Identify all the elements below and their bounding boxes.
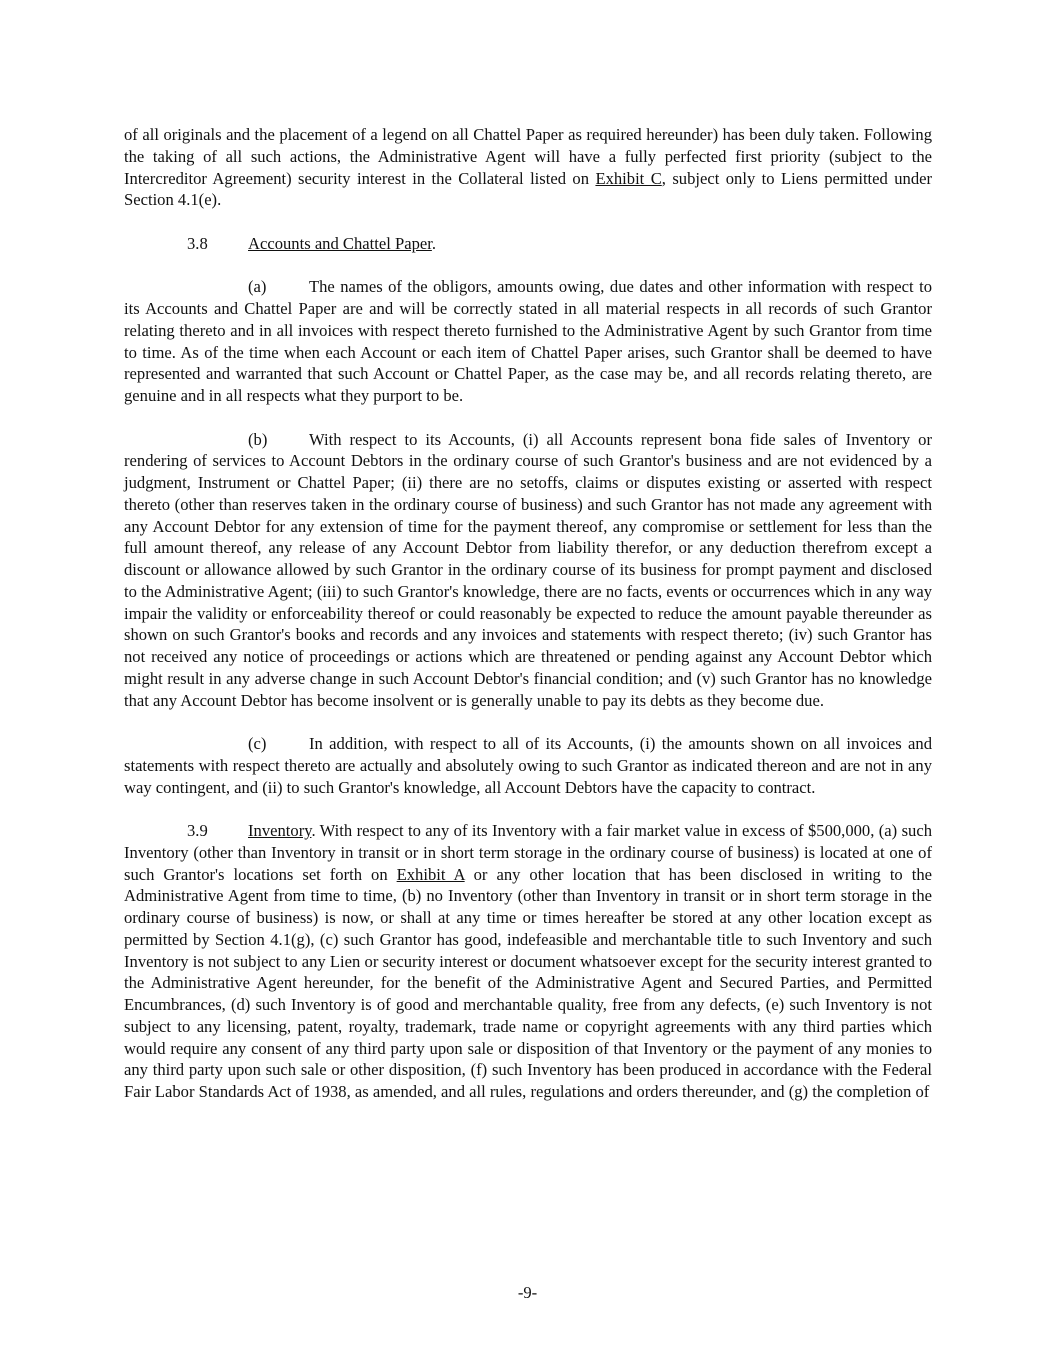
paragraph-a: (a) The names of the obligors, amounts owing, due dates and other information with respect to its Accounts and Chattel Paper are and will be correctly stated in all material respects in all records of such Grantor relating thereto and in all invoices with respect thereto furnished to the Administrative Agent by such Grantor from time to time. As of the time when each Account or each item of Chattel Paper arises, such Grantor shall be deemed to have represented and warranted that such Account or Chattel Paper, as the case may be, and all records relating thereto, are genuine and in all respects what they purport to be. [124, 277, 932, 405]
page-number: -9- [517, 1283, 538, 1302]
exhibit-a-reference: Exhibit A [396, 864, 465, 884]
paragraph-label: (a) [248, 277, 267, 297]
paragraph-b: (b) With respect to its Accounts, (i) all Accounts represent bona fide sales of Inventory or rendering of services to Account Debtors in the ordinary course of such Grantor's business and are not evidenced by a judgment, Instrument or Chattel Paper; (ii) there are no setoffs, claims or disputes existing or asserted with respect thereto (other than reserves taken in the ordinary course of business) and such Grantor has not made any agreement with any Account Debtor for any extension of time for the payment thereof, any compromise or settlement for less than the full amount thereof, any release of any Account Debtor from liability therefor, or any deduction therefrom except a discount or allowance allowed by such Grantor in the ordinary course of its business for prompt payment and disclosed to the Administrative Agent; (iii) to such Grantor's knowledge, there are no facts, events or occurrences which in any way impair the validity or enforceability thereof or could reasonably be expected to reduce the amount payable thereunder as shown on such Grantor's books and records and any invoices and statements with respect thereto; (iv) such Grantor has not received any notice of proceedings or actions which are threatened or pending against any Account Debtor which might result in any adverse change in such Account Debtor's financial condition; and (v) such Grantor has no knowledge that any Account Debtor has become insolvent or is generally unable to pay its debts as they become due. [124, 429, 932, 710]
paragraph-c: (c) In addition, with respect to all of its Accounts, (i) the amounts shown on all invoices and statements with respect thereto are actually and absolutely owing to such Grantor as indicated thereon and are not in any way contingent, and (ii) to such Grantor's knowledge, all Account Debtors have the capacity to contract. [124, 734, 932, 797]
section-title: Accounts and Chattel Paper [248, 233, 432, 253]
paragraph-label: (c) [248, 734, 267, 753]
section-number: 3.8 [187, 233, 208, 253]
section-number: 3.9 [187, 821, 208, 840]
continuation-paragraph: of all originals and the placement of a legend on all Chattel Paper as required hereunder) has been duly taken. Following the taking of all such actions, the Administrative Agent will have a fully perfected first priority (subject to the Intercreditor Agreement) security interest in the Collateral listed on Exhibit C, subject only to Liens permitted under Section 4.1(e). [124, 125, 933, 210]
section-3-8-heading: 3.8 Accounts and Chattel Paper. [187, 233, 437, 253]
exhibit-c-reference: Exhibit C [595, 168, 662, 188]
section-3-9-paragraph: 3.9 Inventory. With respect to any of its Inventory with a fair market value in excess of $500,000, (a) such Inventory (other than Inventory in transit or in short term storage in the ordinary course of business) is located at one of such Grantor's locations set forth on Exhibit A or any other location that has been disclosed in writing to the Administrative Agent from time to time, (b) no Inventory (other than Inventory in transit or in short term storage in the ordinary course of business) is now, or shall at any time or times hereafter be stored at any other location except as permitted by Section 4.1(g), (c) such Grantor has good, indefeasible and merchantable title to such Inventory and such Inventory is not subject to any Lien or security interest or document whatsoever except for the security interest granted to the Administrative Agent hereunder, for the benefit of the Administrative Agent and Secured Parties, and Permitted Encumbrances, (d) such Inventory is of good and merchantable quality, free from any defects, (e) such Inventory is not subject to any licensing, patent, royalty, trademark, trade name or copyright agreements with any third parties which would require any consent of any third party upon sale or disposition of that Inventory or the payment of any monies to any third party upon such sale or other disposition, (f) such Inventory has been produced in accordance with the Federal Fair Labor Standards Act of 1938, as amended, and all rules, regulations and orders thereunder, and (g) the completion of [124, 821, 932, 1101]
paragraph-label: (b) [248, 429, 268, 449]
document-page [124, 124, 932, 1103]
section-title: Inventory [248, 821, 312, 840]
